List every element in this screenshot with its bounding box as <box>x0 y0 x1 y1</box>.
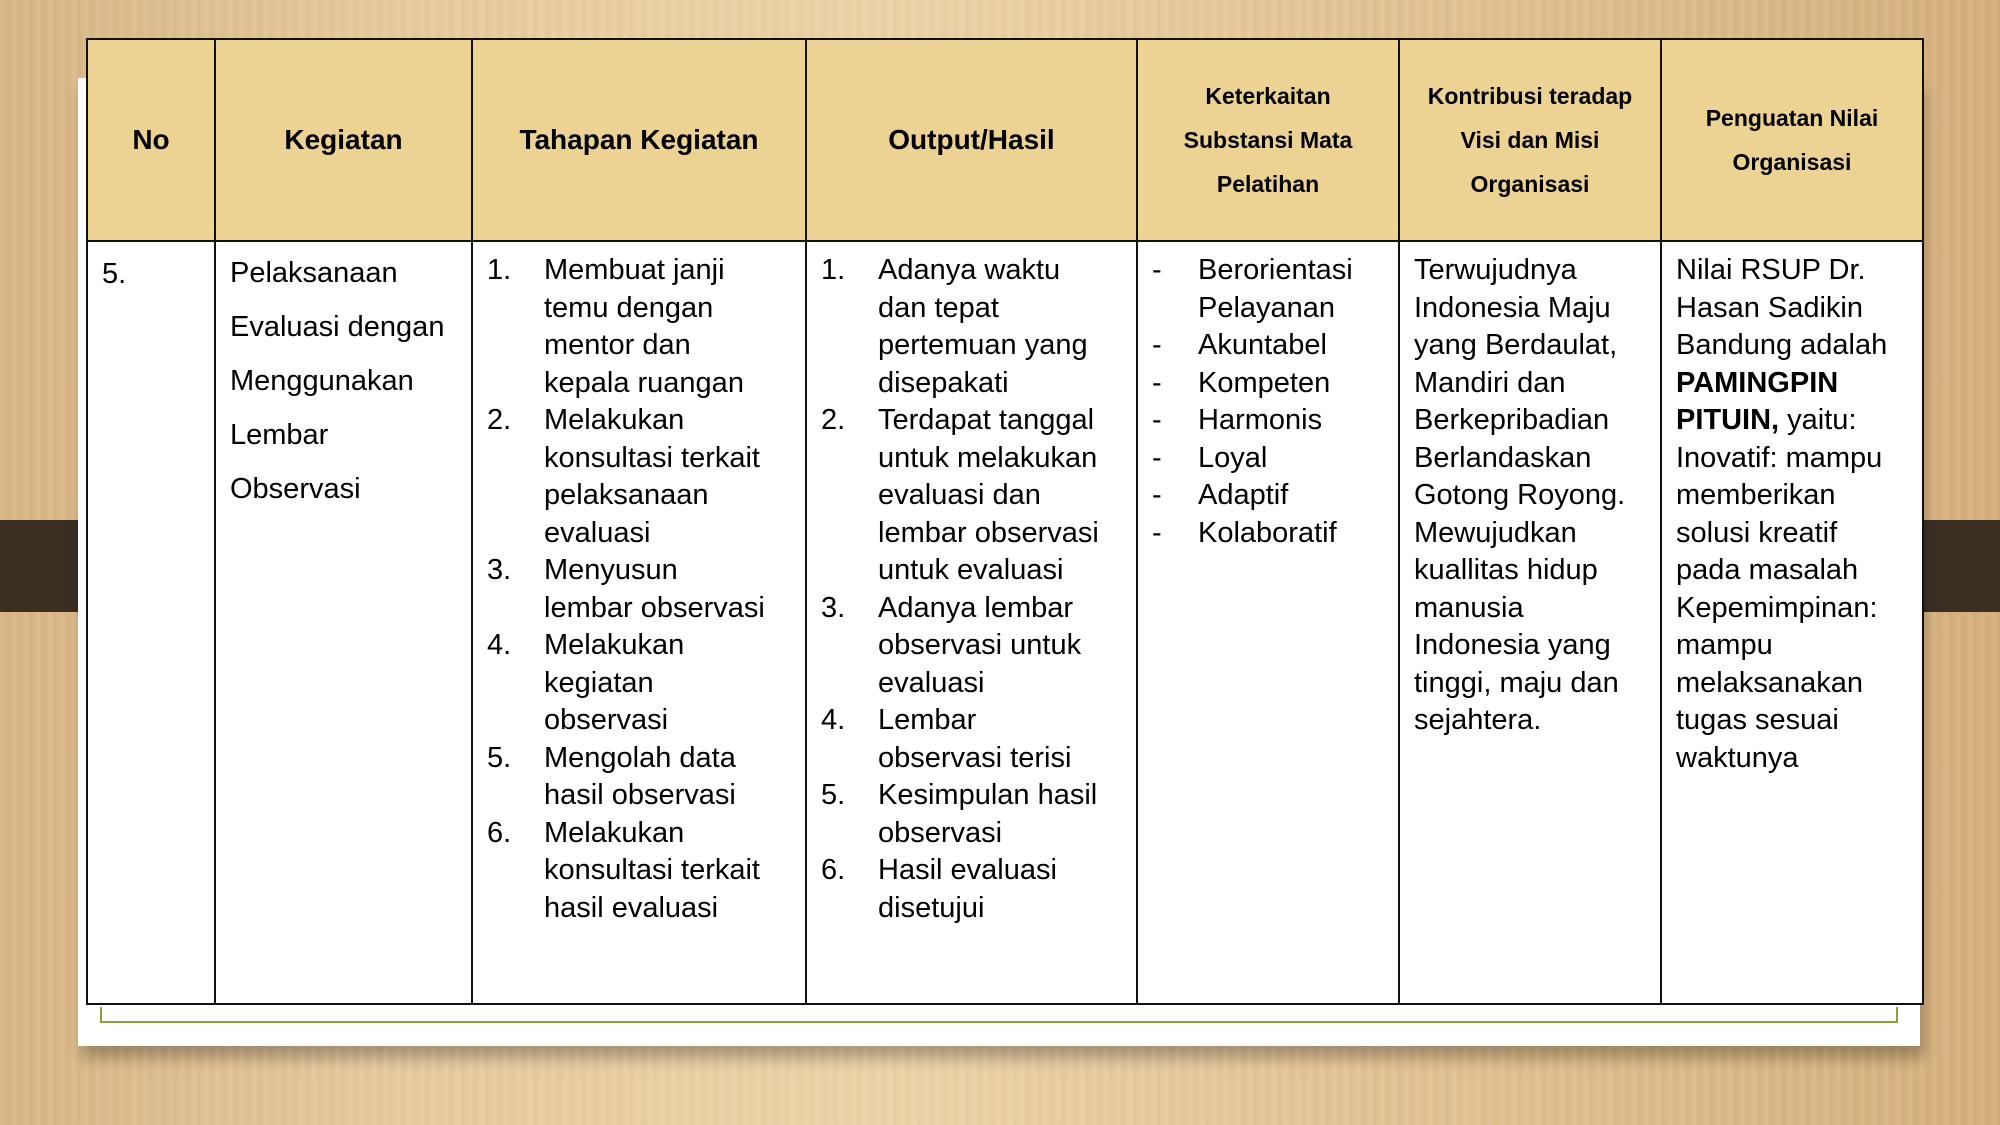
list-item <box>821 702 1122 777</box>
kegiatan-line: Lembar <box>230 419 329 451</box>
background-band-right <box>1920 520 2000 612</box>
list-line: Adanya waktu <box>878 254 1061 286</box>
penguatan-bold-term: PAMINGPIN <box>1676 366 1839 399</box>
penguatan-line: pada masalah <box>1676 554 1859 586</box>
header-tahapan: Tahapan Kegiatan <box>472 39 806 241</box>
list-text <box>544 552 791 627</box>
list-text <box>544 627 791 740</box>
list-line: Adaptif <box>1198 479 1289 511</box>
penguatan-line: Inovatif: mampu <box>1676 441 1883 474</box>
kontribusi-line: Mandiri dan <box>1414 366 1566 399</box>
list-text <box>878 777 1122 852</box>
list-line: observasi terisi <box>878 741 1072 774</box>
kontribusi-line: Terwujudnya <box>1414 254 1577 286</box>
list-text <box>878 252 1122 402</box>
penguatan-line: memberikan <box>1676 479 1836 511</box>
list-line: temu dengan <box>544 291 714 324</box>
kegiatan-line: Observasi <box>230 473 361 505</box>
list-line: Melakukan <box>544 816 685 849</box>
list-item <box>487 815 791 928</box>
penguatan-line: waktunya <box>1676 741 1799 774</box>
header-output: Output/Hasil <box>806 39 1137 241</box>
list-line: untuk melakukan <box>878 441 1098 474</box>
list-text <box>544 252 791 402</box>
list-item <box>1152 402 1384 440</box>
list-item <box>487 552 791 627</box>
activity-table <box>86 38 1924 1005</box>
kontribusi-line: sejahtera. <box>1414 704 1542 736</box>
header-no: No <box>87 39 215 241</box>
list-text <box>544 815 791 928</box>
kontribusi-line: manusia <box>1414 591 1524 624</box>
cell-no: 5. <box>87 241 215 1004</box>
table-header-row <box>87 39 1923 241</box>
header-keterkaitan-line: Substansi Mata <box>1183 127 1353 153</box>
list-line: Menyusun <box>544 554 678 586</box>
cell-penguatan <box>1661 241 1923 1004</box>
list-line: konsultasi terkait <box>544 854 760 886</box>
keterkaitan-list <box>1152 252 1384 552</box>
header-keterkaitan-line: Keterkaitan <box>1205 83 1331 109</box>
kegiatan-line: Menggunakan <box>230 365 414 397</box>
list-line: untuk evaluasi <box>878 554 1064 586</box>
list-number: 5. <box>487 741 512 774</box>
list-text <box>1198 252 1384 327</box>
list-number: 5. <box>821 779 846 811</box>
list-number: 2. <box>487 404 512 436</box>
list-number: 6. <box>821 854 846 886</box>
list-line: evaluasi <box>878 666 985 699</box>
list-number: 4. <box>487 629 512 661</box>
list-line: dan tepat <box>878 291 999 324</box>
list-line: observasi <box>544 704 669 736</box>
list-item <box>1152 252 1384 327</box>
list-item <box>1152 515 1384 553</box>
list-line: observasi <box>878 816 1003 849</box>
list-item <box>821 252 1122 402</box>
list-text <box>878 852 1122 927</box>
header-keterkaitan <box>1137 39 1399 241</box>
list-number: 6. <box>487 816 512 849</box>
list-item <box>487 627 791 740</box>
list-item <box>821 852 1122 927</box>
list-line: lembar observasi <box>544 591 765 624</box>
list-line: Melakukan <box>544 629 685 661</box>
list-line: disetujui <box>878 891 985 924</box>
header-kegiatan: Kegiatan <box>215 39 472 241</box>
list-number: 3. <box>487 554 512 586</box>
kontribusi-line: tinggi, maju dan <box>1414 666 1619 699</box>
list-line: Berorientasi <box>1198 254 1353 286</box>
cell-kegiatan <box>215 241 472 1004</box>
cell-kontribusi <box>1399 241 1661 1004</box>
list-number: 2. <box>821 404 846 436</box>
penguatan-line: Hasan Sadikin <box>1676 291 1863 324</box>
kontribusi-line: Gotong Royong. <box>1414 479 1626 511</box>
cell-output <box>806 241 1137 1004</box>
penguatan-line: solusi kreatif <box>1676 516 1838 549</box>
header-kontribusi-line: Organisasi <box>1470 171 1590 197</box>
list-item <box>1152 365 1384 403</box>
list-line: pelaksanaan <box>544 479 709 511</box>
list-item <box>487 402 791 552</box>
list-line: pertemuan yang <box>878 329 1088 361</box>
tahapan-list <box>487 252 791 927</box>
kegiatan-line: Evaluasi dengan <box>230 311 445 343</box>
kontribusi-line: Mewujudkan <box>1414 516 1577 549</box>
list-line: Melakukan <box>544 404 685 436</box>
list-line: kegiatan <box>544 666 654 699</box>
list-item <box>487 252 791 402</box>
list-line: Kesimpulan hasil <box>878 779 1098 811</box>
dash-bullet: - <box>1152 479 1162 511</box>
penguatan-line: Nilai RSUP Dr. <box>1676 254 1866 286</box>
list-line: observasi untuk <box>878 629 1082 661</box>
list-line: Mengolah data <box>544 741 736 774</box>
list-item <box>821 590 1122 703</box>
penguatan-line: yaitu: <box>1779 404 1857 436</box>
dash-bullet: - <box>1152 254 1162 286</box>
list-line: Adanya lembar <box>878 591 1074 624</box>
header-penguatan-line: Organisasi <box>1732 149 1852 175</box>
header-kontribusi <box>1399 39 1661 241</box>
output-list <box>821 252 1122 927</box>
list-line: Pelayanan <box>1198 291 1336 324</box>
list-line: evaluasi dan <box>878 479 1041 511</box>
header-kontribusi-line: Visi dan Misi <box>1460 127 1600 153</box>
header-kontribusi-line: Kontribusi teradap <box>1427 83 1633 109</box>
list-text <box>878 702 1122 777</box>
list-line: kepala ruangan <box>544 366 744 399</box>
list-line: Akuntabel <box>1198 329 1327 361</box>
list-line: Kolaboratif <box>1198 516 1337 549</box>
list-item <box>1152 327 1384 365</box>
list-line: Loyal <box>1198 441 1268 474</box>
list-line: konsultasi terkait <box>544 441 760 474</box>
list-line: Lembar <box>878 704 977 736</box>
cell-keterkaitan <box>1137 241 1399 1004</box>
cell-tahapan <box>472 241 806 1004</box>
list-line: Membuat janji <box>544 254 725 286</box>
dash-bullet: - <box>1152 516 1162 549</box>
list-line: evaluasi <box>544 516 651 549</box>
dash-bullet: - <box>1152 366 1162 399</box>
list-item <box>821 402 1122 590</box>
list-number: 3. <box>821 591 846 624</box>
penguatan-line: Kepemimpinan: <box>1676 591 1878 624</box>
list-item <box>1152 477 1384 515</box>
list-line: Hasil evaluasi <box>878 854 1057 886</box>
list-line: lembar observasi <box>878 516 1099 549</box>
kontribusi-line: kuallitas hidup <box>1414 554 1598 586</box>
list-number: 4. <box>821 704 846 736</box>
list-line: Terdapat tanggal <box>878 404 1095 436</box>
slide-card-border <box>100 1007 1898 1023</box>
header-penguatan <box>1661 39 1923 241</box>
list-item <box>1152 440 1384 478</box>
list-number: 1. <box>821 254 846 286</box>
list-line: hasil evaluasi <box>544 891 719 924</box>
list-line: mentor dan <box>544 329 691 361</box>
dash-bullet: - <box>1152 441 1162 474</box>
list-line: hasil observasi <box>544 779 736 811</box>
penguatan-line: tugas sesuai <box>1676 704 1839 736</box>
list-line: Kompeten <box>1198 366 1331 399</box>
penguatan-line: mampu <box>1676 629 1773 661</box>
list-line: Harmonis <box>1198 404 1323 436</box>
list-item <box>487 740 791 815</box>
list-number: 1. <box>487 254 512 286</box>
background-band-left <box>0 520 90 612</box>
kontribusi-line: Berkepribadian <box>1414 404 1610 436</box>
list-text <box>544 402 791 552</box>
penguatan-bold-term: PITUIN, <box>1676 404 1780 436</box>
list-text <box>878 402 1122 590</box>
penguatan-line: Bandung adalah <box>1676 329 1888 361</box>
list-item <box>821 777 1122 852</box>
penguatan-line: melaksanakan <box>1676 666 1863 699</box>
kontribusi-line: Indonesia yang <box>1414 629 1611 661</box>
list-line: disepakati <box>878 366 1009 399</box>
dash-bullet: - <box>1152 329 1162 361</box>
header-penguatan-line: Penguatan Nilai <box>1705 105 1879 131</box>
kegiatan-line: Pelaksanaan <box>230 257 398 289</box>
kontribusi-line: Indonesia Maju <box>1414 291 1611 324</box>
table-row <box>87 241 1923 1004</box>
list-text <box>878 590 1122 703</box>
kontribusi-line: Berlandaskan <box>1414 441 1592 474</box>
dash-bullet: - <box>1152 404 1162 436</box>
list-text <box>544 740 791 815</box>
kontribusi-line: yang Berdaulat, <box>1414 329 1618 361</box>
header-keterkaitan-line: Pelatihan <box>1216 171 1320 197</box>
